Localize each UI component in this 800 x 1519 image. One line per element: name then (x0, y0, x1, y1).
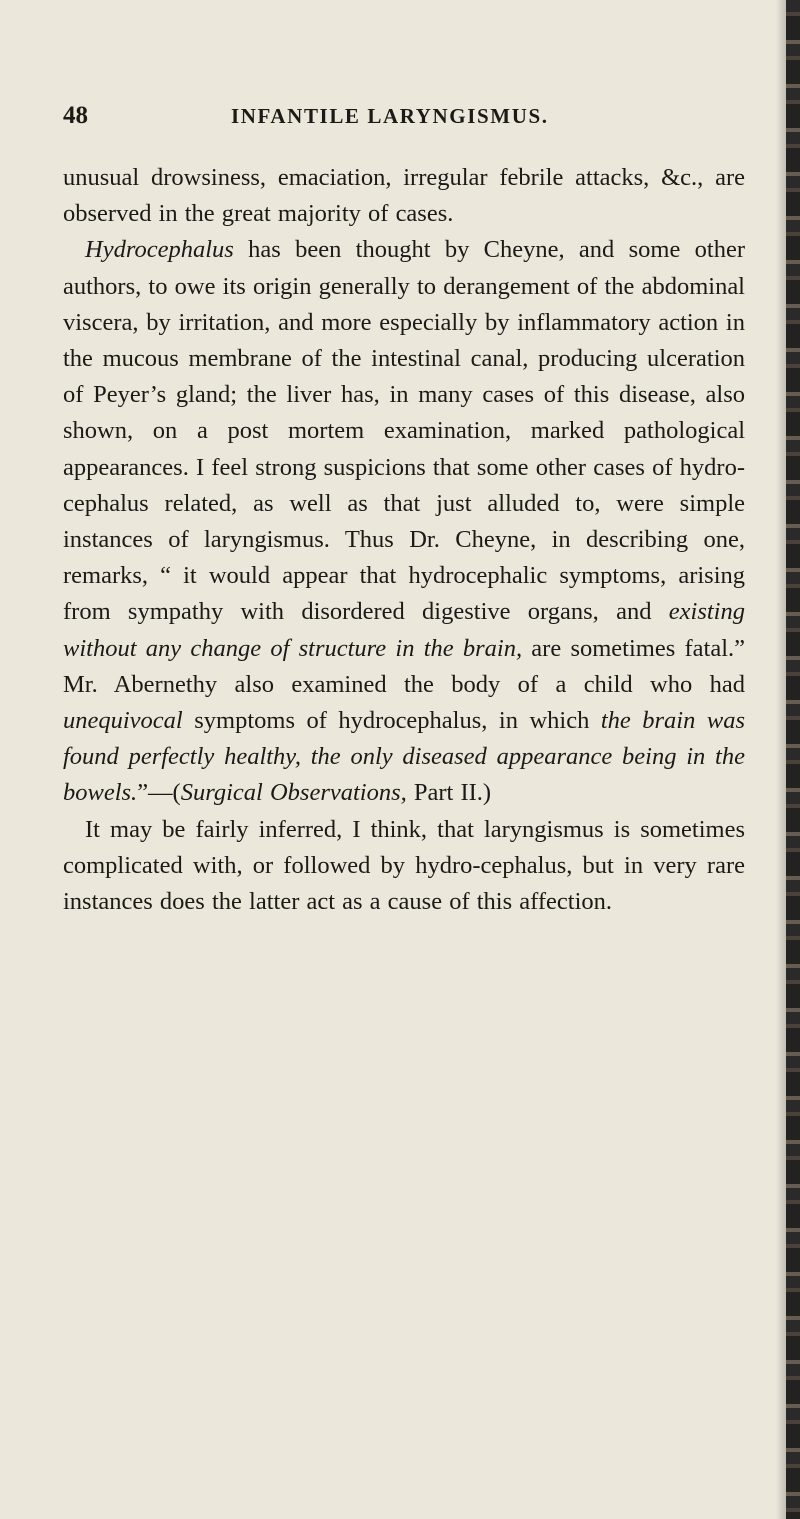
text-segment: unusual drowsiness, emaciation, irregular febrile attacks, &c., are observed in the great majority of cases. (63, 164, 745, 228)
text-segment: Part II.) (406, 779, 492, 807)
text-segment: ”—( (137, 779, 181, 807)
italic-text: the brain was found perfectly healthy, the only diseased appearance being in the bowels. (63, 707, 745, 807)
page-gutter-shadow (776, 0, 786, 1519)
book-spine-edge (786, 0, 800, 1519)
italic-text: Hydrocephalus (85, 236, 234, 264)
italic-text: Surgical Observations, (180, 779, 407, 807)
text-segment: symptoms of hydrocephalus, in which (182, 707, 601, 735)
body-text (63, 160, 745, 920)
text-segment: It may be fairly inferred, I think, that laryngismus is sometimes complicated with, or followed by hydro-cephalus, but in very rare instances does the latter act as a cause of this affection. (63, 815, 745, 916)
paragraph (63, 812, 745, 921)
text-segment: has been thought by Cheyne, and some other authors, to owe its origin generally to derangement of the abdominal viscera, by irritation, and more especially by inflammatory action in the mucous membrane of the intestinal canal, producing ulceration of Peyer’s gland; the liver has, in many cases of this disease, also shown, on a post mortem examination, marked pathological appearances. I feel strong suspicions that some other cases of hydro-cephalus related, as well as that just alluded to, were simple instances of laryngismus. Thus Dr. Cheyne, in describing one, remarks, “ it would appear that hydrocephalic symptoms, arising from sympathy with disordered digestive organs, and (63, 236, 745, 626)
text-segment: are sometimes fatal.” Mr. Abernethy also examined the body of a child who had (63, 634, 745, 698)
page-header (63, 102, 763, 142)
page-number: 48 (63, 102, 88, 129)
italic-text: existing without any change of structure in the brain, (63, 598, 745, 662)
running-title: INFANTILE LARYNGISMUS. (231, 104, 549, 128)
paragraph (63, 160, 745, 232)
italic-text: unequivocal (63, 707, 183, 735)
paragraph (63, 232, 745, 811)
